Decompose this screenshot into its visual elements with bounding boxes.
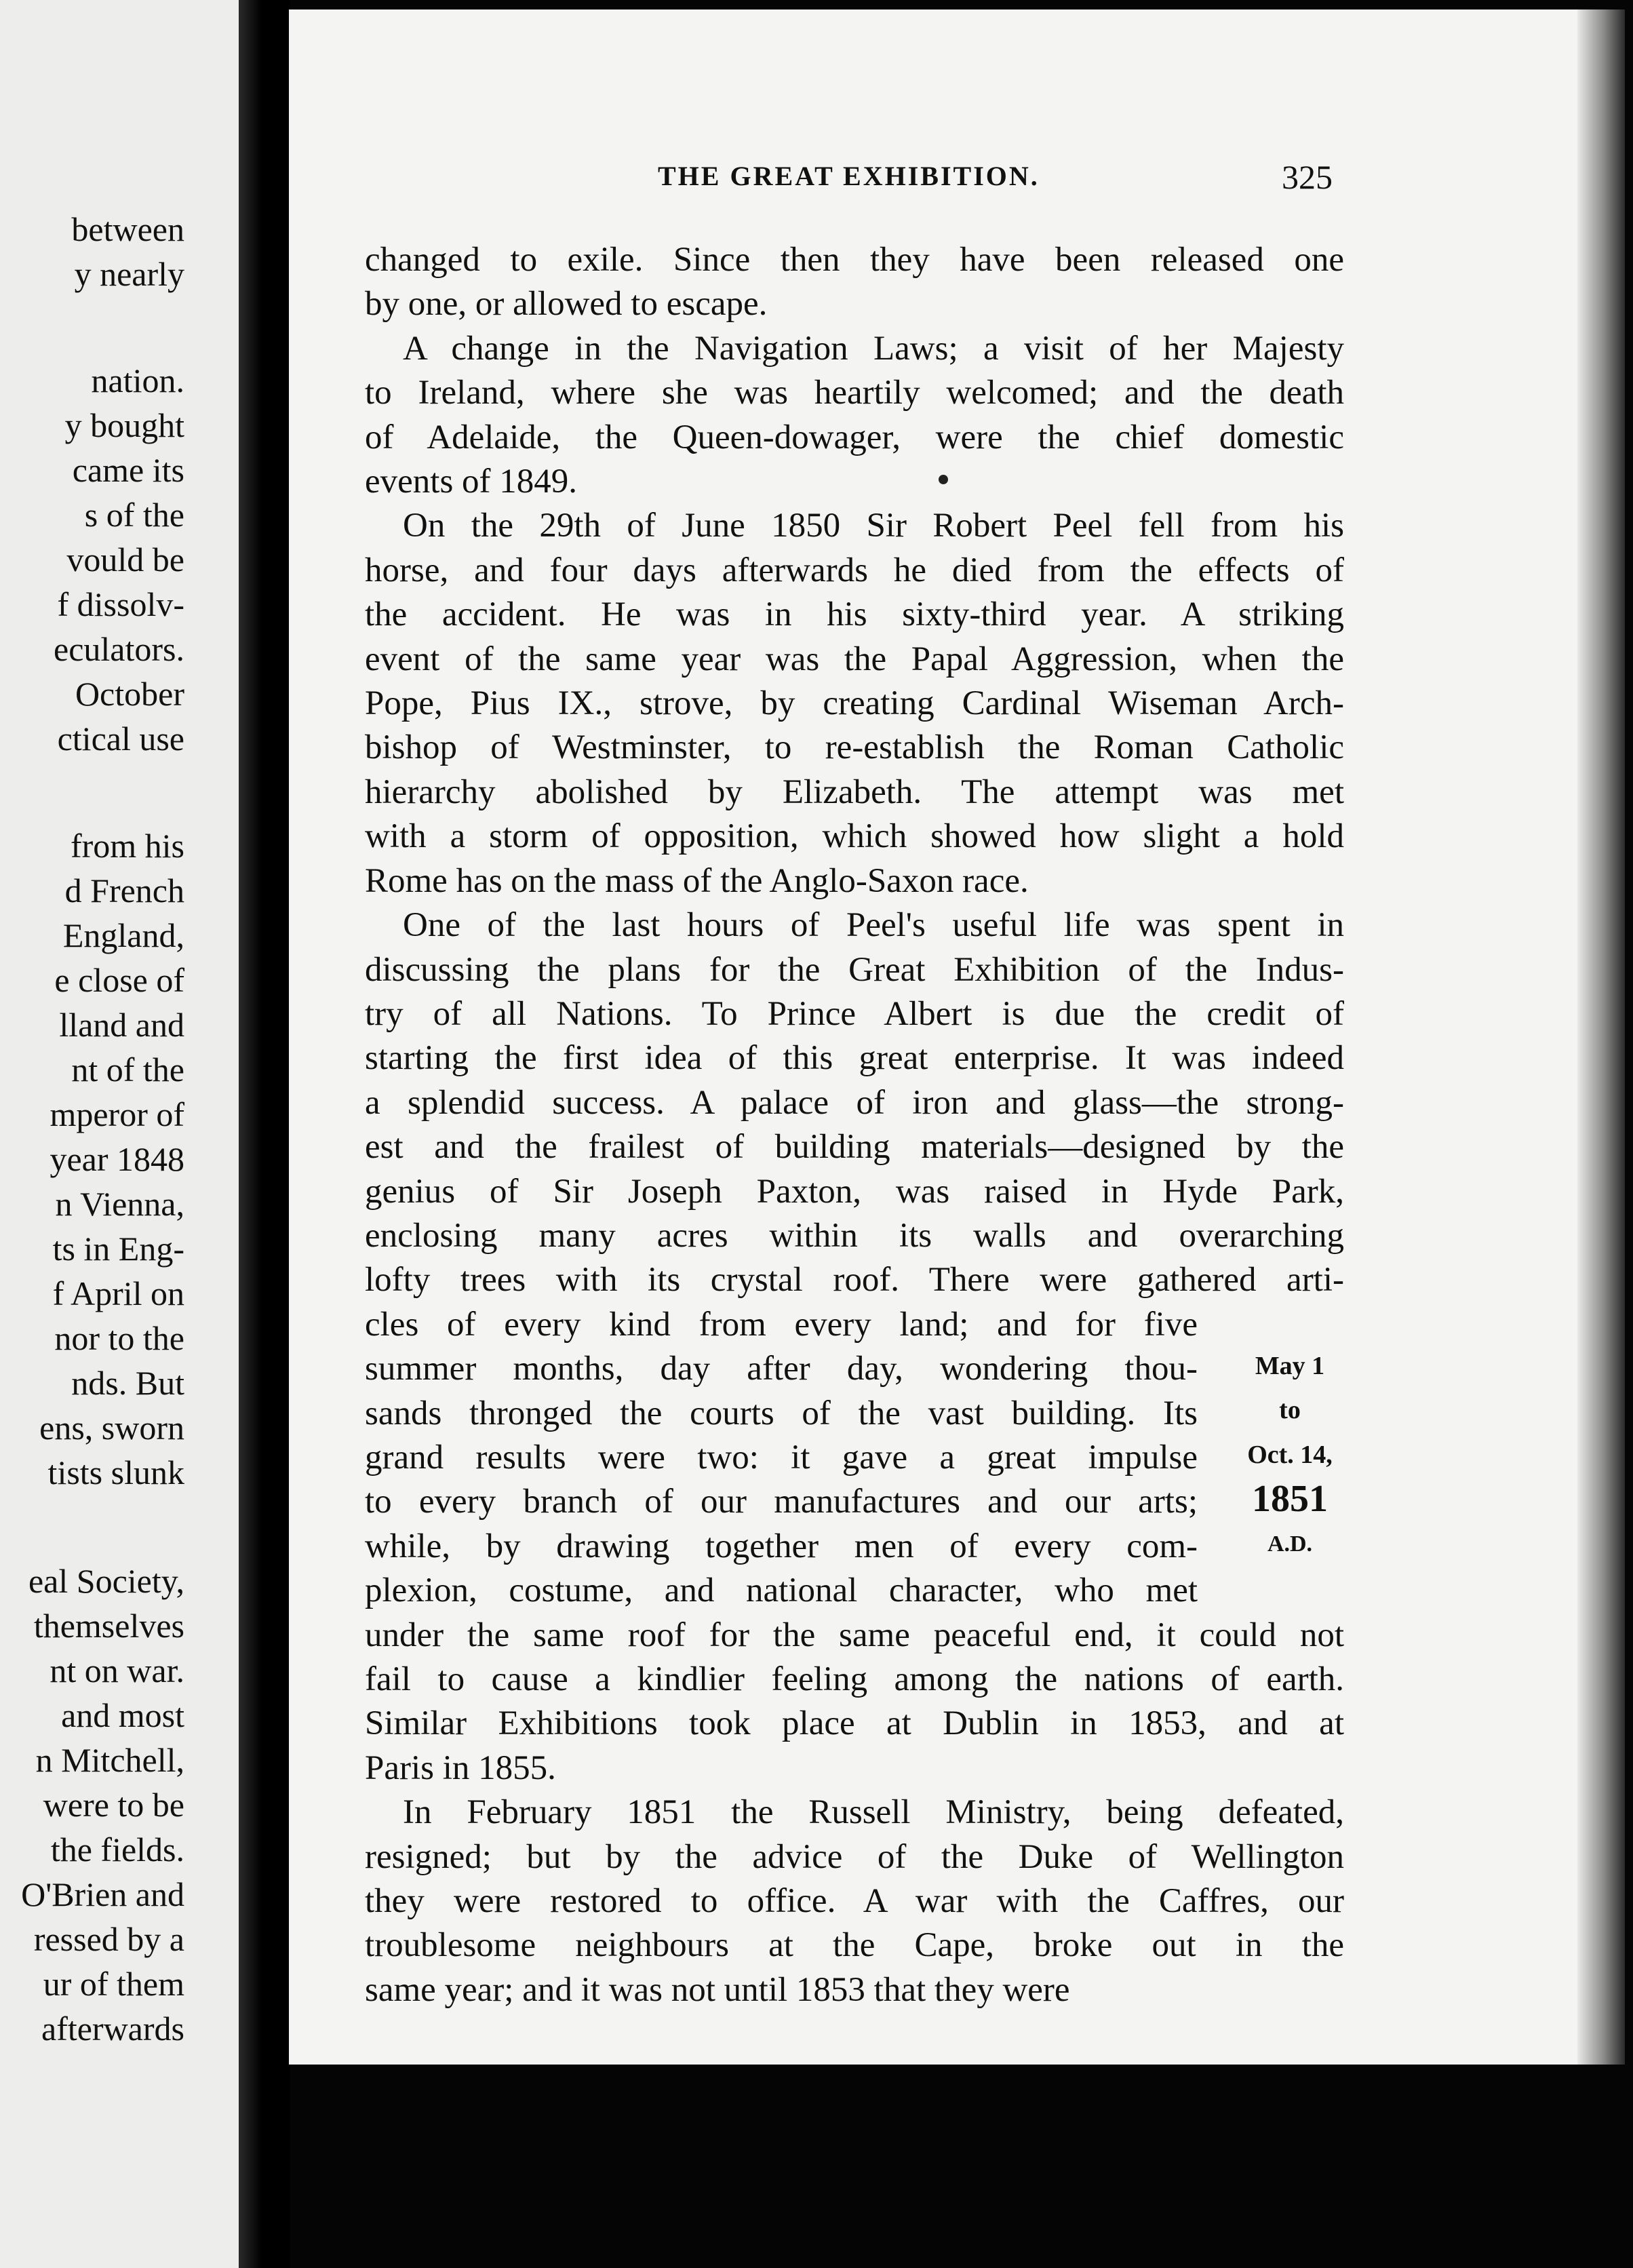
text-line: under the same roof for the same peaceful end, it could not <box>365 1616 1344 1654</box>
margin-note-line2: to <box>1279 1396 1301 1425</box>
text-line: On the 29th of June 1850 Sir Robert Peel fell from his <box>403 507 1344 545</box>
left-page-fragment: ressed by a <box>33 1920 184 1958</box>
left-page <box>0 0 266 2268</box>
margin-note-year: 1851 <box>1252 1478 1328 1521</box>
left-page-fragment: lland and <box>59 1006 184 1044</box>
left-page-fragment: s of the <box>84 496 184 534</box>
left-page-fragment: tists slunk <box>47 1453 184 1491</box>
left-page-fragment: year 1848 <box>50 1140 184 1178</box>
left-page-fragment: e close of <box>54 961 184 999</box>
text-line: by one, or allowed to escape. <box>365 285 768 324</box>
paragraph <box>365 1791 1344 2012</box>
text-line: cles of every kind from every land; and for five <box>365 1305 1198 1344</box>
left-page-fragment: ur of them <box>43 1965 184 2003</box>
text-line: try of all Nations. To Prince Albert is due the credit of <box>365 994 1344 1033</box>
text-line: the accident. He was in his sixty-third year. A striking <box>365 595 1344 634</box>
text-line: lofty trees with its crystal roof. There were gathered arti- <box>365 1261 1344 1299</box>
text-line: In February 1851 the Russell Ministry, being defeated, <box>403 1793 1344 1832</box>
text-line: Rome has on the mass of the Anglo-Saxon race. <box>365 861 1029 900</box>
margin-note-line1: May 1 <box>1255 1352 1325 1380</box>
text-line: starting the first idea of this great enterprise. It was indeed <box>365 1039 1344 1078</box>
margin-date-note <box>1229 1344 1351 1566</box>
left-page-fragment: from his <box>70 827 184 865</box>
text-line: sands thronged the courts of the vast building. Its <box>365 1394 1198 1432</box>
left-page-fragment: afterwards <box>41 2010 184 2048</box>
left-page-fragment: were to be <box>43 1786 184 1824</box>
margin-note-line3: Oct. 14, <box>1247 1440 1333 1469</box>
text-line: events of 1849. <box>365 463 578 501</box>
left-page-fragment: came its <box>72 451 184 489</box>
book-gutter <box>239 0 290 2268</box>
left-page-fragment: ctical use <box>57 720 184 758</box>
left-page-fragment: October <box>75 675 184 713</box>
text-line: to Ireland, where she was heartily welcomed; and the death <box>365 374 1344 412</box>
left-page-fragment: mperor of <box>50 1095 184 1133</box>
text-line: One of the last hours of Peel's useful life was spent in <box>403 906 1344 945</box>
left-page-fragment: and most <box>61 1696 184 1734</box>
paragraph <box>365 504 1344 903</box>
body-text <box>365 238 1344 2012</box>
text-line: troublesome neighbours at the Cape, broke out in the <box>365 1926 1344 1965</box>
text-line: A change in the Navigation Laws; a visit of her Majesty <box>403 329 1344 368</box>
left-page-fragment: f April on <box>52 1274 184 1312</box>
text-line: while, by drawing together men of every com- <box>365 1527 1198 1565</box>
left-page-fragment: vould be <box>66 541 184 579</box>
text-line: changed to exile. Since then they have been released one <box>365 241 1344 279</box>
text-line: Paris in 1855. <box>365 1748 556 1787</box>
left-page-fragment: f dissolv- <box>57 585 184 623</box>
paragraph <box>365 327 1344 505</box>
running-head: THE GREAT EXHIBITION. <box>658 161 1040 191</box>
text-line: they were restored to office. A war with the Caffres, our <box>365 1882 1344 1921</box>
text-line: event of the same year was the Papal Aggression, when the <box>365 640 1344 678</box>
text-line: resigned; but by the advice of the Duke of Wellington <box>365 1837 1344 1876</box>
left-page-fragment: nation. <box>91 361 184 399</box>
text-line: a splendid success. A palace of iron and glass—the strong- <box>365 1083 1344 1122</box>
left-page-fragment: eculators. <box>54 630 184 668</box>
left-page-fragment: nds. But <box>71 1364 184 1402</box>
text-line: to every branch of our manufactures and our arts; <box>365 1483 1198 1521</box>
text-line: fail to cause a kindlier feeling among the nations of earth. <box>365 1660 1344 1698</box>
left-page-fragment: eal Society, <box>28 1562 184 1600</box>
left-page-fragment: between <box>71 210 184 248</box>
left-page-fragment: nor to the <box>54 1319 184 1357</box>
text-line: hierarchy abolished by Elizabeth. The attempt was met <box>365 773 1344 811</box>
text-line: with a storm of opposition, which showed how slight a hold <box>365 817 1344 856</box>
text-line: Similar Exhibitions took place at Dublin in 1853, and at <box>365 1704 1344 1743</box>
text-line: same year; and it was not until 1853 that they were <box>365 1970 1070 2009</box>
page-number: 325 <box>1282 158 1333 196</box>
left-page-fragment: n Vienna, <box>55 1185 184 1223</box>
text-line: summer months, day after day, wondering thou- <box>365 1350 1198 1388</box>
left-page-fragment: ens, sworn <box>39 1409 184 1447</box>
left-page-fragment: n Mitchell, <box>35 1741 184 1779</box>
left-page-fragment: ts in Eng- <box>52 1230 184 1268</box>
text-line: genius of Sir Joseph Paxton, was raised in Hyde Park, <box>365 1172 1344 1211</box>
text-line: bishop of Westminster, to re-establish the Roman Catholic <box>365 728 1344 767</box>
left-page-fragment: the fields. <box>50 1831 184 1869</box>
text-line: horse, and four days afterwards he died from the effects of <box>365 551 1344 589</box>
text-line: grand results were two: it gave a great impulse <box>365 1438 1198 1477</box>
text-line: est and the frailest of building materials—designed by the <box>365 1128 1344 1167</box>
paragraph <box>365 238 1344 327</box>
left-page-fragment: themselves <box>33 1607 184 1645</box>
left-page-fragment: nt of the <box>71 1051 184 1089</box>
text-line: of Adelaide, the Queen-dowager, were the chief domestic <box>365 418 1344 456</box>
left-page-fragment: d French <box>64 872 184 910</box>
text-line: discussing the plans for the Great Exhibition of the Indus- <box>365 950 1344 989</box>
text-line: plexion, costume, and national character, who met <box>365 1571 1198 1610</box>
text-line: enclosing many acres within its walls and overarching <box>365 1216 1344 1255</box>
text-line: Pope, Pius IX., strove, by creating Cardinal Wiseman Arch- <box>365 684 1344 723</box>
left-page-fragment: nt on war. <box>50 1651 184 1689</box>
paragraph <box>365 903 1344 1791</box>
left-page-fragment: England, <box>62 916 184 954</box>
left-page-fragment: y bought <box>64 406 184 444</box>
left-page-fragment: y nearly <box>74 255 184 293</box>
left-page-fragment: O'Brien and <box>21 1875 184 1913</box>
margin-note-era: A.D. <box>1267 1531 1313 1557</box>
